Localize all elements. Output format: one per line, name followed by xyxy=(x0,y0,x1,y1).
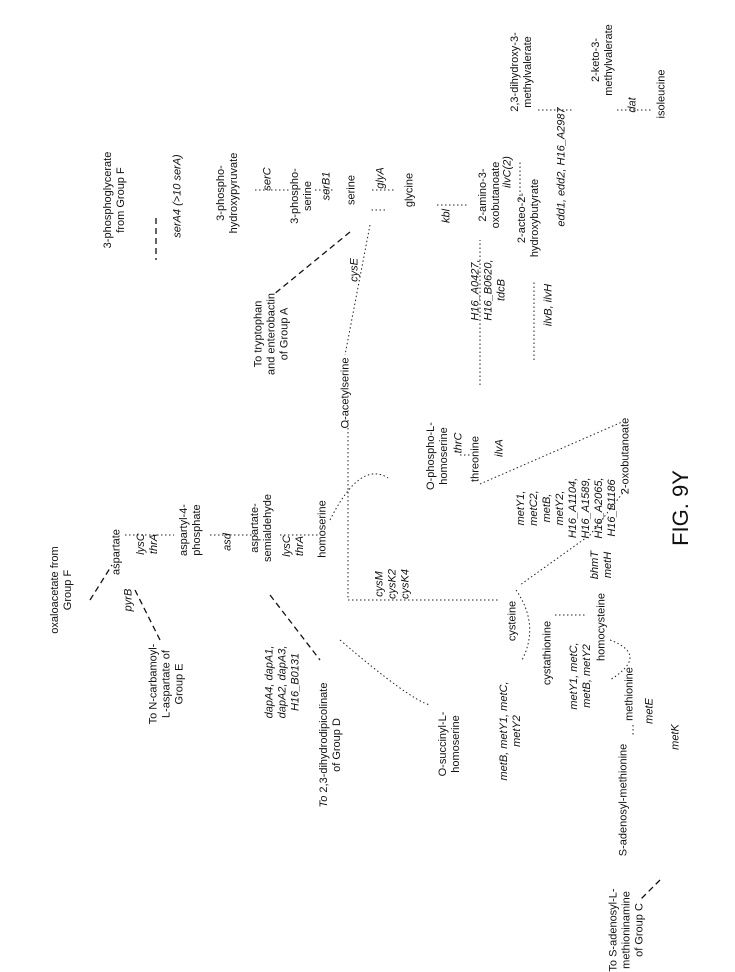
arrow-semialdehyde-osuccinyl xyxy=(340,640,430,705)
destination-to-prefix: To xyxy=(318,795,330,808)
arrow-serine-oacetylserine xyxy=(345,225,370,355)
arrow-homoserine-phospho xyxy=(330,474,388,520)
arrow-aspartate-n-carbamoyl xyxy=(135,590,160,640)
pathway-diagram: oxaloacetate from Group F aspartate aspartyl-4- phosphate aspartate- semialdehyde homoserine O-acetylserine O-phospho-L- homoserine threonine 2-oxobutanoate cysteine cystathionine homocysteine methionine O-succinyl-L- homoserine S-adenosyl-methionine 3-phosphoglycerate from Group F 3-phospho- hydroxypyruvate 3-phospho- serine serine glycine 2-amino-3- oxobutanoate 2-acteo-2- hydroxybutyrate 2,3-dihydroxy-3- methylvalerate 2-keto-3- methylvalerate isoleucine To N-carbamoyl- L-aspartate of Group E To 2,3-dihydrodipicolinate of Group D To tryptophan and enterobactin of Group A To S-adenosyl-L- methioninamine of Group C pyrB lysC thrA asd lysC thrA dapA4, dapA1, dapA2, dapA3, H16_B0131 cysM cysK2 cysK4 metB, metY1, metC, metY2 thrC ilvA metY1, metC2, metB, metY2, H16_A1104, H16_A1589, H16_A2065, H16_B1186 metY1, metC, metB, metY2 bhmT metH metE metK cysE serA4 (>10 serA) serC serB1 glyA kbl H16_A0427, H16_B0620, tdcB ilvB, ilvH ilvC(2) edd1, edd2, H16_A2987 dat FIG. 9Y xyxy=(0,0,735,970)
destination-dihydrodipicolinate-text: 2,3-dihydrodipicolinate of Group D xyxy=(318,682,343,793)
arrow-oxaloacetate-aspartate xyxy=(90,565,112,600)
arrow-serine-tryptophan xyxy=(273,232,350,295)
